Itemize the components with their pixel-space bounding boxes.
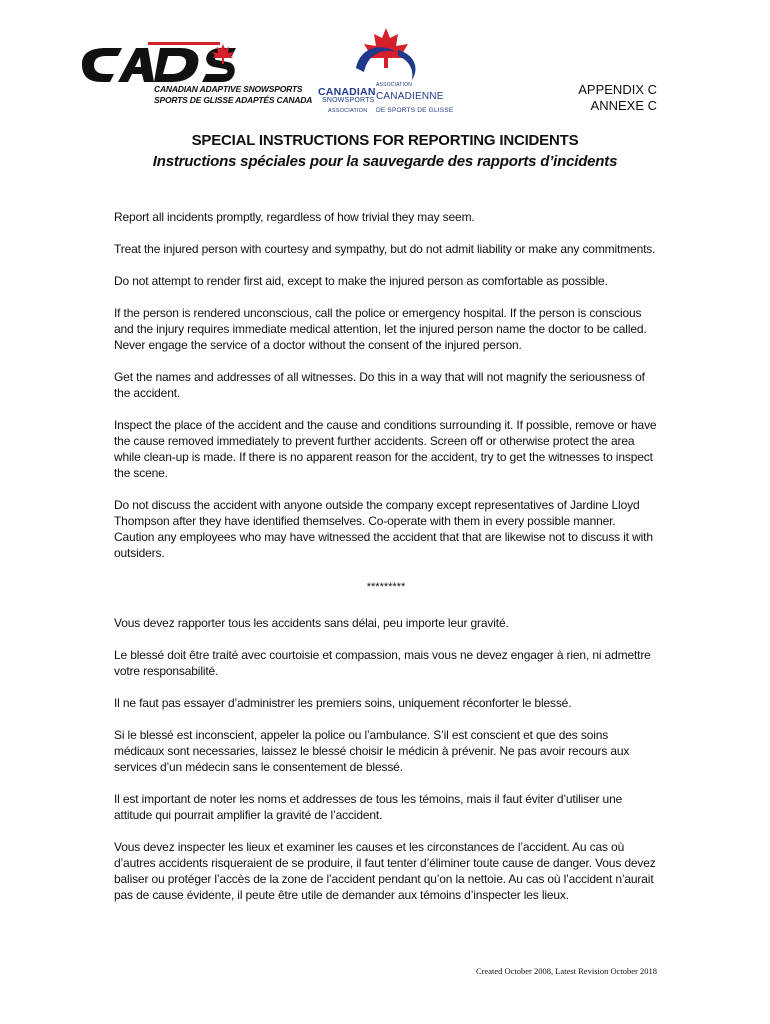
casi-text-canadian: CANADIAN: [318, 86, 376, 98]
casi-logo: [318, 28, 468, 120]
paragraph-en-7: Do not discuss the accident with anyone outside the company except representatives of Jardine Lloyd Thompson after they have identified themselves. Co-operate with them in every possible manner. Caution any employees who may have witnessed the accident that that are likewise not to discuss it with outsiders.: [114, 498, 653, 560]
document-body: [114, 209, 658, 919]
paragraph-en-6: Inspect the place of the accident and the cause and conditions surrounding it. If possible, remove or have the cause removed immediately to prevent further accidents. Screen off or otherwise protect the area while clean-up is made. If there is no apparent reason for the accident, try to get the witnesses to inspect the scene.: [114, 418, 657, 480]
casi-text-snowsports: SNOWSPORTS: [322, 97, 375, 104]
appendix-fr: ANNEXE C: [590, 98, 657, 113]
cads-tagline-fr: SPORTS DE GLISSE ADAPTÉS CANADA: [154, 95, 313, 105]
paragraph-en-2: Treat the injured person with courtesy and sympathy, but do not admit liability or make any commitments.: [114, 242, 656, 256]
page-subtitle: Instructions spéciales pour la sauvegarde des rapports d’incidents: [152, 153, 618, 170]
casi-text-association: ASSOCIATION: [376, 82, 413, 88]
appendix-en: APPENDIX C: [578, 82, 657, 97]
paragraph-en-1: Report all incidents promptly, regardless of how trivial they may seem.: [114, 210, 475, 224]
paragraph-fr-2: Le blessé doit être traité avec courtoisie et compassion, mais vous ne devez engager à rien, ni admettre votre responsabilité.: [114, 648, 651, 678]
casi-text-sports-glisse: DE SPORTS DE GLISSE: [376, 107, 454, 114]
paragraph-fr-1: Vous devez rapporter tous les accidents sans délai, peu importe leur gravité.: [114, 616, 509, 630]
paragraph-en-4: If the person is rendered unconscious, call the police or emergency hospital. If the person is conscious and the injury requires immediate medical attention, let the injured person name the doctor to be called. Never engage the service of a doctor without the consent of the injured person.: [114, 306, 647, 352]
cads-logo: [78, 40, 313, 120]
paragraph-fr-6: Vous devez inspecter les lieux et examiner les causes et les circonstances de l’accident. Au cas où d’autres accidents risqueraient de se produire, il faut tenter d’éliminer toute cause de danger. Vous devez baliser ou protéger l’accès de la zone de l’accident pendant qu’on la nettoie. Au cas où l’accident n’aurait pas de cause évidente, il peute être utile de demander aux témoins d’inspecter les lieux.: [114, 840, 656, 902]
section-separator: *********: [366, 581, 406, 593]
maple-leaf-icon: [210, 44, 236, 64]
paragraph-fr-5: Il est important de noter les noms et addresses de tous les témoins, mais il faut éviter d’utiliser une attitude qui pourrait amplifier la gravité de l’accident.: [114, 792, 623, 822]
casi-text-canadienne: CANADIENNE: [376, 91, 444, 102]
revision-footer: Created October 2008, Latest Revision October 2018: [475, 966, 657, 976]
paragraph-fr-4: Si le blessé est inconscient, appeler la police ou l’ambulance. S’il est conscient et que des soins médicaux sont necessaries, laissez le blessé choisir le médicin à prévenir. Ne pas avoir recours aux services d’un médecin sans le consentement de blessé.: [114, 728, 630, 774]
page-title: SPECIAL INSTRUCTIONS FOR REPORTING INCIDENTS: [191, 132, 579, 149]
cads-tagline-en: CANADIAN ADAPTIVE SNOWSPORTS: [154, 84, 303, 94]
appendix-label: [578, 82, 657, 114]
casi-text-association-fr: ASSOCIATION: [328, 108, 368, 114]
maple-leaf-skier-icon: [336, 28, 436, 86]
paragraph-fr-3: Il ne faut pas essayer d’administrer les premiers soins, uniquement réconforter le blessé.: [114, 696, 572, 710]
paragraph-en-3: Do not attempt to render first aid, except to make the injured person as comfortable as possible.: [114, 274, 608, 288]
paragraph-en-5: Get the names and addresses of all witnesses. Do this in a way that will not magnify the seriousness of the accident.: [114, 370, 645, 400]
